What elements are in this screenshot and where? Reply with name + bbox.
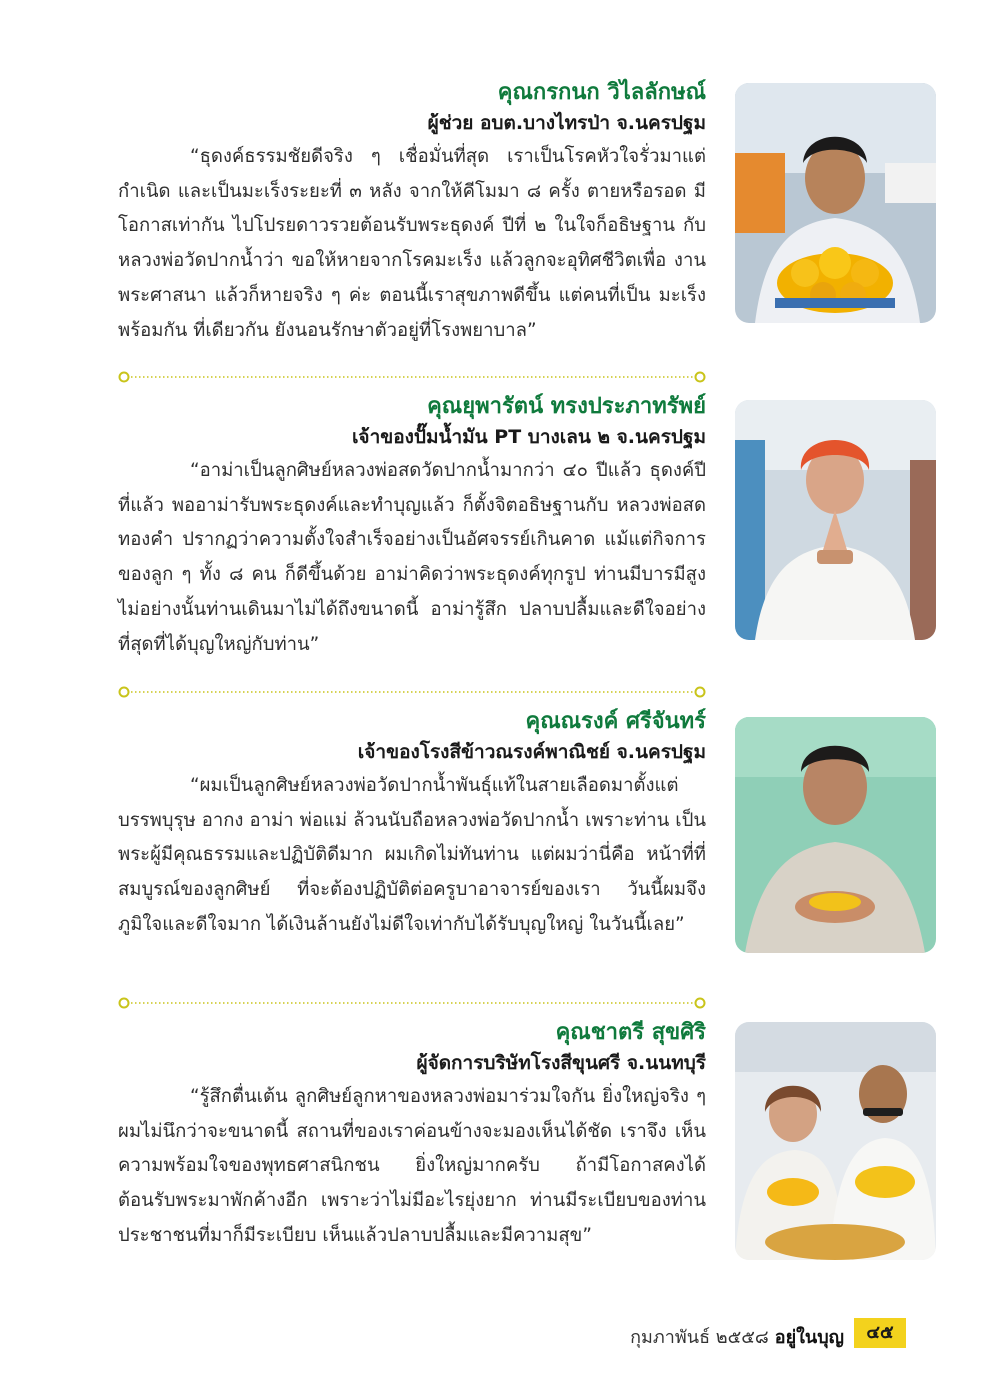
testimonial-quote: “อาม่าเป็นลูกศิษย์หลวงพ่อสดวัดปากน้ำมากว่า ๔๐ ปีแล้ว ธุดงค์ปีที่แล้ว พออาม่ารับพระธุดงค์และทำบุญแล้ว ก็ตั้งจิตอธิษฐานกับ หลวงพ่อสดทองคำ ปรากฏว่าความตั้งใจสำเร็จอย่างเป็นอัศจรรย์เกินคาด แม้แต่กิจการของลูก ๆ ทั้ง ๘ คน ก็ดีขึ้นด้วย อาม่าคิดว่าพระธุดงค์ทุกรูป ท่านมีบารมีสูง ไม่อย่างนั้นท่านเดินมาไม่ได้ถึงขนาดนี้ อาม่ารู้สึก ปลาบปลื้มและดีใจอย่างที่สุดที่ได้บุญใหญ่กับท่าน” bbox=[118, 460, 706, 655]
issue-date: กุมภาพันธ์ ๒๕๕๘ bbox=[630, 1327, 769, 1348]
portrait-photo bbox=[735, 400, 936, 640]
person-title: เจ้าของปั๊มน้ำมัน PT บางเลน ๒ จ.นครปฐม bbox=[351, 426, 706, 448]
testimonial-text bbox=[118, 1018, 706, 1254]
magazine-title: อยู่ในบุญ bbox=[774, 1327, 844, 1348]
testimonial-quote: “รู้สึกตื่นเต้น ลูกศิษย์ลูกหาของหลวงพ่อมาร่วมใจกัน ยิ่งใหญ่จริง ๆ ผมไม่นึกว่าจะขนาดนี้ สถานที่ของเราค่อนข้างจะมองเห็นได้ชัด เราจึง เห็นความพร้อมใจของพุทธศาสนิกชน ยิ่งใหญ่มากครับ ถ้ามีโอกาสคงได้ ต้อนรับพระมาพักค้างอีก เพราะว่าไม่มีอะไรยุ่งยาก ท่านมีระเบียบของท่าน ประชาชนที่มาก็มีระเบียบ เห็นแล้วปลาบปลื้มและมีความสุข” bbox=[118, 1086, 706, 1246]
testimonial-quote: “ธุดงค์ธรรมชัยดีจริง ๆ เชื่อมั่นที่สุด เราเป็นโรคหัวใจรั่วมาแต่กำเนิด และเป็นมะเร็งระยะที่ ๓ หลัง จากให้คีโมมา ๘ ครั้ง ตายหรือรอด มีโอกาสเท่ากัน ไปโปรยดาวรวยต้อนรับพระธุดงค์ ปีที่ ๒ ในใจก็อธิษฐาน กับหลวงพ่อวัดปากน้ำว่า ขอให้หายจากโรคมะเร็ง แล้วลูกจะอุทิศชีวิตเพื่อ งานพระศาสนา แล้วก็หายจริง ๆ ค่ะ ตอนนี้เราสุขภาพดีขึ้น แต่คนที่เป็น มะเร็งพร้อมกัน ที่เดียวกัน ยังนอนรักษาตัวอยู่ที่โรงพยาบาล” bbox=[118, 146, 706, 341]
testimonial-1 bbox=[118, 78, 936, 360]
testimonial-text bbox=[118, 707, 706, 943]
testimonial-quote: “ผมเป็นลูกศิษย์หลวงพ่อวัดปากน้ำพันธุ์แท้ในสายเลือดมาตั้งแต่ บรรพบุรุษ อากง อาม่า พ่อแม่ ล้วนนับถือหลวงพ่อวัดปากน้ำ เพราะท่าน เป็นพระผู้มีคุณธรรมและปฏิบัติดีมาก ผมเกิดไม่ทันท่าน แต่ผมว่านี่คือ หน้าที่ที่สมบูรณ์ของลูกศิษย์ ที่จะต้องปฏิบัติต่อครูบาอาจารย์ของเรา วันนี้ผมจึงภูมิใจและดีใจมาก ได้เงินล้านยังไม่ดีใจเท่ากับได้รับบุญใหญ่ ในวันนี้เลย” bbox=[118, 775, 706, 935]
person-name: คุณยุพารัตน์ ทรงประภาทรัพย์ bbox=[427, 394, 706, 419]
footer-issue bbox=[630, 1322, 844, 1351]
page-footer bbox=[560, 1318, 906, 1350]
portrait-photo bbox=[735, 1022, 936, 1260]
section-divider bbox=[118, 370, 706, 384]
portrait-photo bbox=[735, 83, 936, 323]
person-name: คุณชาตรี สุขศิริ bbox=[555, 1020, 706, 1045]
testimonial-text bbox=[118, 392, 706, 662]
testimonial-2 bbox=[118, 392, 936, 674]
testimonial-text bbox=[118, 78, 706, 348]
portrait-photo bbox=[735, 717, 936, 953]
testimonial-3 bbox=[118, 707, 936, 989]
testimonial-4 bbox=[118, 1018, 936, 1278]
person-title: เจ้าของโรงสีข้าวณรงค์พาณิชย์ จ.นครปฐม bbox=[357, 741, 706, 763]
person-title: ผู้ช่วย อบต.บางไทรป่า จ.นครปฐม bbox=[427, 112, 706, 134]
section-divider bbox=[118, 996, 706, 1010]
person-name: คุณณรงค์ ศรีจันทร์ bbox=[525, 709, 706, 734]
person-title: ผู้จัดการบริษัทโรงสีขุนศรี จ.นนทบุรี bbox=[416, 1052, 706, 1074]
person-name: คุณกรกนก วิไลลักษณ์ bbox=[497, 80, 706, 105]
section-divider bbox=[118, 685, 706, 699]
page-number-badge: ๔๕ bbox=[854, 1318, 906, 1348]
